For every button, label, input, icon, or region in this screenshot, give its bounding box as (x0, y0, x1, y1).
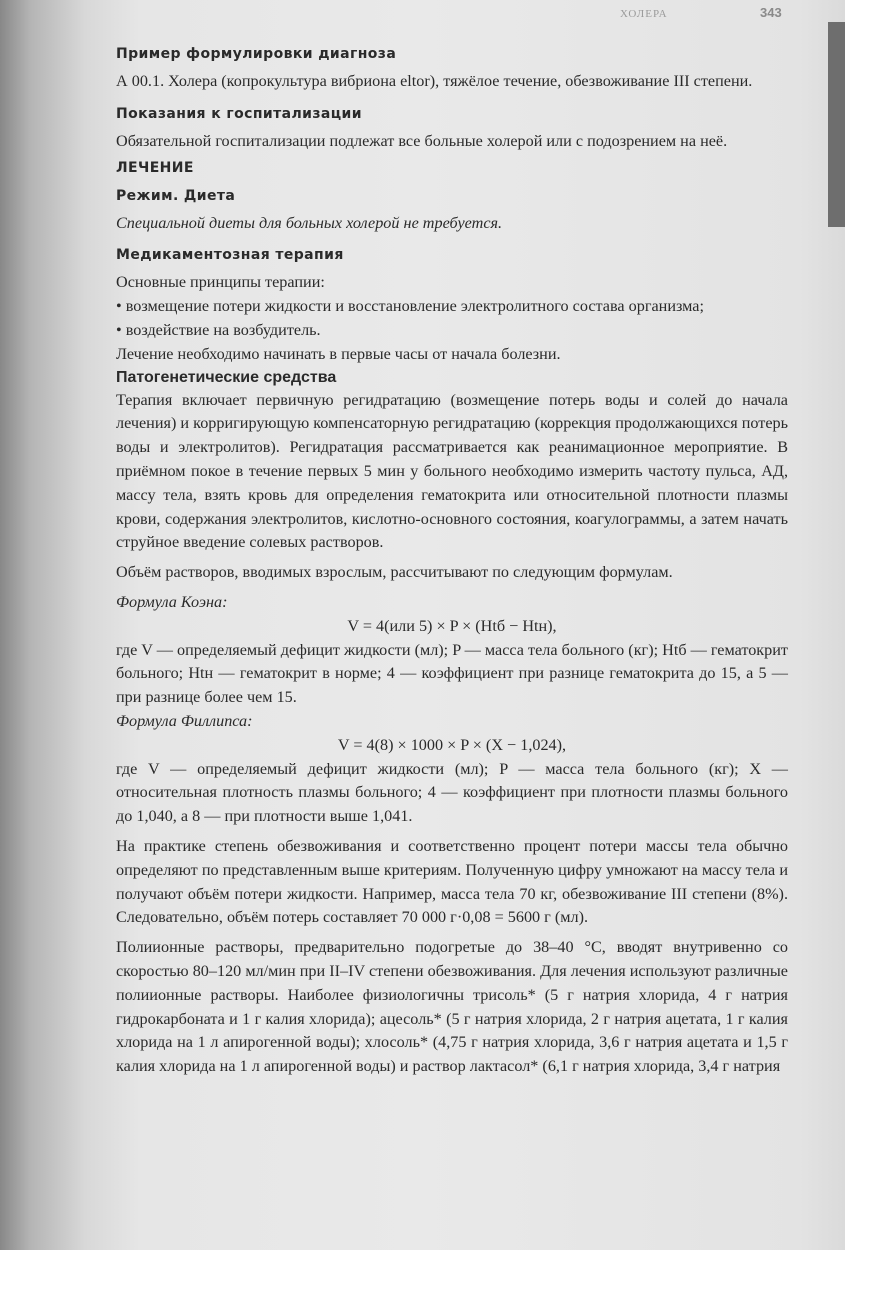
text-column (116, 40, 788, 1079)
regime-heading: Режим. Диета (116, 187, 236, 204)
hospitalization-text: Обязательной госпитализации подлежат все больные холерой или с подозрением на неё. (116, 131, 728, 150)
cohen-formula-label: Формула Коэна: (116, 592, 228, 611)
page-edge-shadow (828, 22, 845, 227)
treatment-start-note: Лечение необходимо начинать в первые часы от начала болезни. (116, 344, 561, 363)
cohen-explanation: где V — определяемый дефицит жидкости (мл); P — масса тела больного (кг); Htб — гематокрит больного; Htн — гематокрит в норме; 4 — коэффициент при разнице гематокрита до 15, а 5 — при разнице более чем 15. (116, 640, 788, 707)
phillips-formula-label: Формула Филлипса: (116, 711, 253, 730)
hospitalization-heading: Показания к госпитализации (116, 105, 362, 122)
pathogenetic-heading: Патогенетические средства (116, 368, 337, 386)
treatment-heading: ЛЕЧЕНИЕ (116, 159, 194, 176)
phillips-explanation: где V — определяемый дефицит жидкости (мл); P — масса тела больного (кг); X — относительная плотность плазмы больного; 4 — коэффициент при плотности плазмы больного до 1,040, а 8 — при плотности выше 1,041. (116, 759, 788, 826)
principle-item: • воздействие на возбудитель. (116, 320, 321, 339)
pathogenetic-paragraph-2: Объём растворов, вводимых взрослым, рассчитывают по следующим формулам. (116, 563, 673, 582)
regime-text: Специальной диеты для больных холерой не требуется. (116, 213, 503, 232)
principles-intro: Основные принципы терапии: (116, 273, 325, 292)
pathogenetic-paragraph-4: Полиионные растворы, предварительно подогретые до 38–40 °С, вводят внутривенно со скоростью 80–120 мл/мин при II–IV степени обезвоживания. Для лечения используют различные полиионные растворы. Наиболее физиологичны трисоль* (5 г натрия хлорида, 4 г натрия гидрокарбоната и 1 г калия хлорида); ацесоль* (5 г натрия хлорида, 2 г натрия ацетата, 1 г калия хлорида на 1 л апирогенной воды); хлосоль* (4,75 г натрия хлорида, 3,6 г натрия ацетата и 1,5 г калия хлорида на 1 л апирогенной воды) и раствор лактасол* (6,1 г натрия хлорида, 3,4 г натрия (116, 938, 788, 1076)
pathogenetic-paragraph-1: Терапия включает первичную регидратацию (возмещение потерь воды и солей до начала лечения) и корригирующую компенсаторную регидратацию (коррекция продолжающихся потерь воды и электролитов). Регидратация рассматривается как реанимационное мероприятие. В приёмном покое в течение первых 5 мин у больного необходимо измерить частоту пульса, АД, массу тела, взять кровь для определения гематокрита или относительной плотности плазмы крови, содержания электролитов, кислотно-основного состояния, коагулограммы, а затем начать струйное введение солевых растворов. (116, 390, 788, 552)
running-head: ХОЛЕРА (620, 8, 668, 20)
diagnosis-example-text: А 00.1. Холера (копрокультура вибриона eltor), тяжёлое течение, обезвоживание III степени. (116, 72, 753, 90)
diagnosis-example-heading: Пример формулировки диагноза (116, 46, 397, 62)
principle-item: • возмещение потери жидкости и восстановление электролитного состава организма; (116, 297, 704, 316)
phillips-formula: V = 4(8) × 1000 × P × (X − 1,024), (337, 735, 567, 754)
drug-therapy-heading: Медикаментозная терапия (116, 247, 344, 264)
page-number: 343 (760, 5, 782, 20)
pathogenetic-paragraph-3: На практике степень обезвоживания и соответственно процент потери массы тела обычно определяют по представленным выше критериям. Полученную цифру умножают на массу тела и получают объём потери жидкости. Например, масса тела 70 кг, обезвоживание III степени (8%). Следовательно, объём потерь составляет 70 000 г·0,08 = 5600 г (мл). (116, 836, 788, 927)
cohen-formula: V = 4(или 5) × P × (Htб − Htн), (347, 616, 557, 635)
